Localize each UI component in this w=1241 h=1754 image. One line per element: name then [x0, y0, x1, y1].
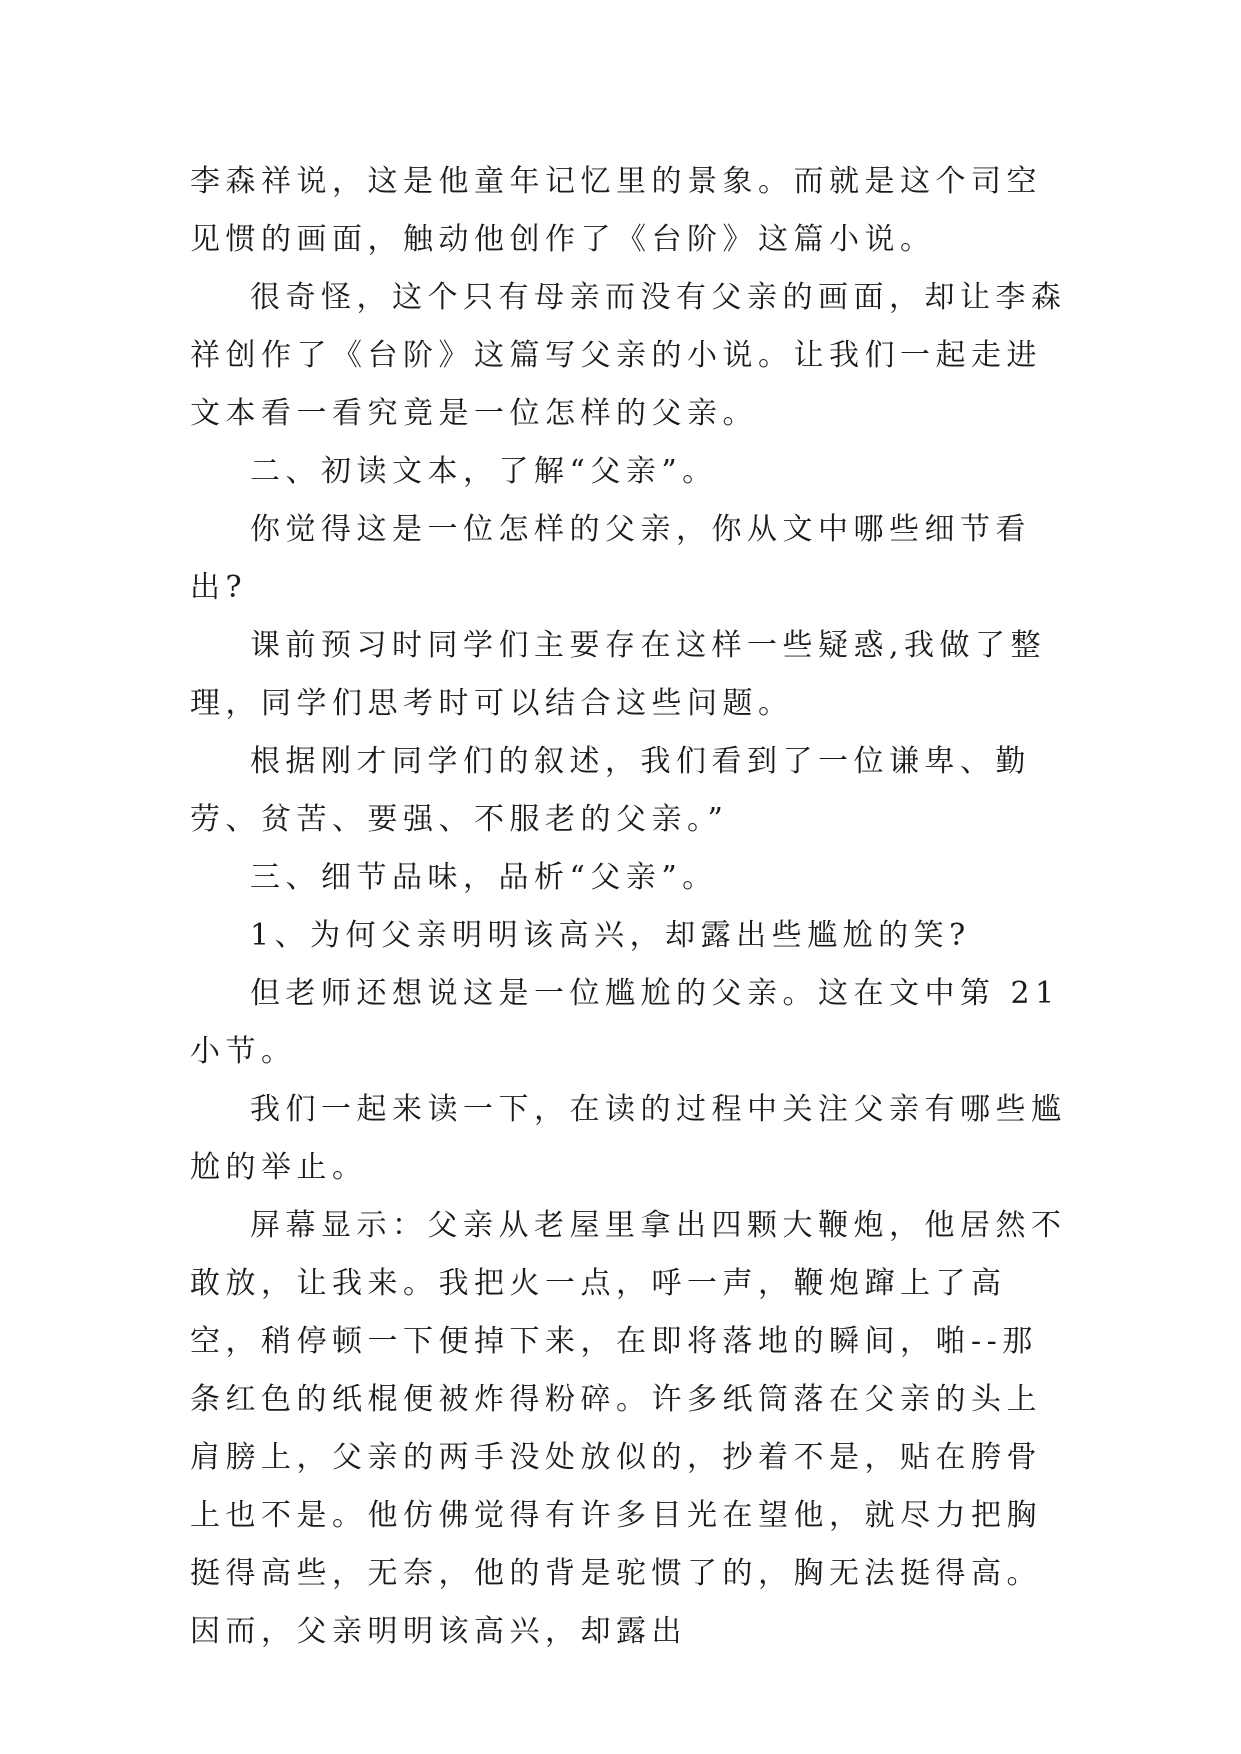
section-heading-2: 二、初读文本，了解“父亲”。 — [250, 454, 718, 489]
paragraph-1: 李森祥说，这是他童年记忆里的景象。而就是这个司空见惯的画面，触动他创作了《台阶》这篇小说。 — [190, 164, 1042, 257]
paragraph-question: 你觉得这是一位怎样的父亲，你从文中哪些细节看出? — [190, 512, 1031, 605]
paragraph-read-together: 我们一起来读一下，在读的过程中关注父亲有哪些尴尬的举止。 — [190, 1092, 1067, 1185]
paragraph-teacher: 但老师还想说这是一位尴尬的父亲。这在文中第 21 小节。 — [190, 976, 1075, 1069]
paragraph-preview: 课前预习时同学们主要存在这样一些疑惑,我做了整理，同学们思考时可以结合这些问题。 — [190, 628, 1047, 721]
paragraph-subquestion-1: 1、为何父亲明明该高兴，却露出些尴尬的笑? — [250, 918, 971, 953]
paragraph-summary: 根据刚才同学们的叙述，我们看到了一位谦卑、勤劳、贫苦、要强、不服老的父亲。” — [190, 744, 1031, 837]
document-body — [190, 153, 1075, 1661]
section-heading-3: 三、细节品味，品析“父亲”。 — [250, 860, 718, 895]
paragraph-screen-display: 屏幕显示：父亲从老屋里拿出四颗大鞭炮，他居然不敢放，让我来。我把火一点，呼一声，鞭炮蹿上了高空，稍停顿一下便掉下来，在即将落地的瞬间，啪--那条红色的纸棍便被炸得粉碎。许多纸筒落在父亲的头上肩膀上，父亲的两手没处放似的，抄着不是，贴在胯骨上也不是。他仿佛觉得有许多目光在望他，就尽力把胸挺得高些，无奈，他的背是驼惯了的，胸无法挺得高。因而，父亲明明该高兴，却露出 — [190, 1208, 1067, 1649]
paragraph-2: 很奇怪，这个只有母亲而没有父亲的画面，却让李森祥创作了《台阶》这篇写父亲的小说。让我们一起走进文本看一看究竟是一位怎样的父亲。 — [190, 280, 1067, 431]
